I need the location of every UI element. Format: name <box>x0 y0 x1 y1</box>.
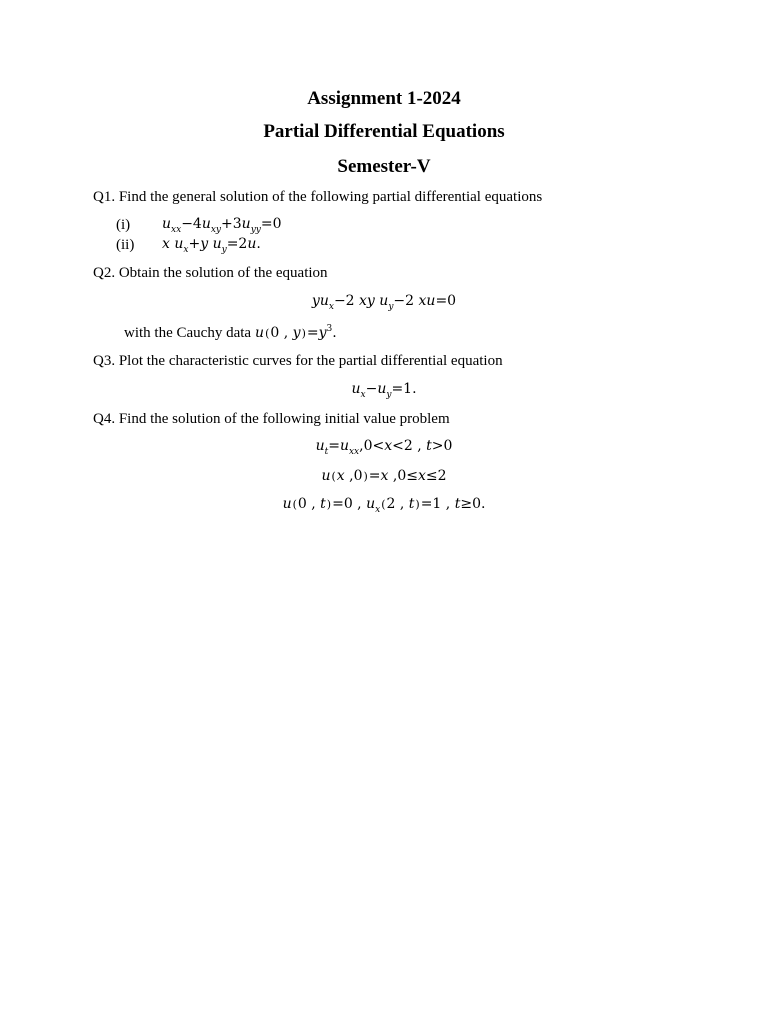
header-line-1: Assignment 1-2024 <box>307 88 461 109</box>
q1-item-i-equation: $u_{xx}-4u_{xy}+3u_{yy}=0$ <box>162 216 282 235</box>
q1-item-i-label: (i) <box>116 217 131 233</box>
q4-text: Q4. Find the solution of the following initial value problem <box>93 411 450 427</box>
q3-text: Q3. Plot the characteristic curves for the partial differential equation <box>93 353 503 369</box>
q1-text: Q1. Find the general solution of the following partial differential equations <box>93 189 543 205</box>
header-line-3: Semester-V <box>337 156 431 177</box>
q4-equation-2: u(x ,0)=x ,0≤x≤2 <box>321 468 447 484</box>
q2-cauchy-text: with the Cauchy data <box>124 325 252 341</box>
q4-equation-3: u(0 , t)=0 , $u_x(2$ , t)=1 , t≥0. <box>282 496 486 515</box>
q2-cauchy-line <box>124 324 337 342</box>
q4-equation-1: $u_t=u_{xx},0<x<2$ , t>0 <box>315 438 453 457</box>
q1-item-ii-equation: x $u_x+y$ $u_y=2u$. <box>162 236 261 255</box>
q2-equation: $yu_x-2$ xy $u_y-2$ xu=0 <box>311 293 457 312</box>
q2-cauchy-equation: u(0 , $y)=y^3$. <box>255 324 337 341</box>
q1-item-ii-label: (ii) <box>116 237 135 253</box>
q3-equation: $u_x-u_y=1$. <box>351 381 417 400</box>
header-line-2: Partial Differential Equations <box>263 121 505 142</box>
q2-text: Q2. Obtain the solution of the equation <box>93 265 328 281</box>
